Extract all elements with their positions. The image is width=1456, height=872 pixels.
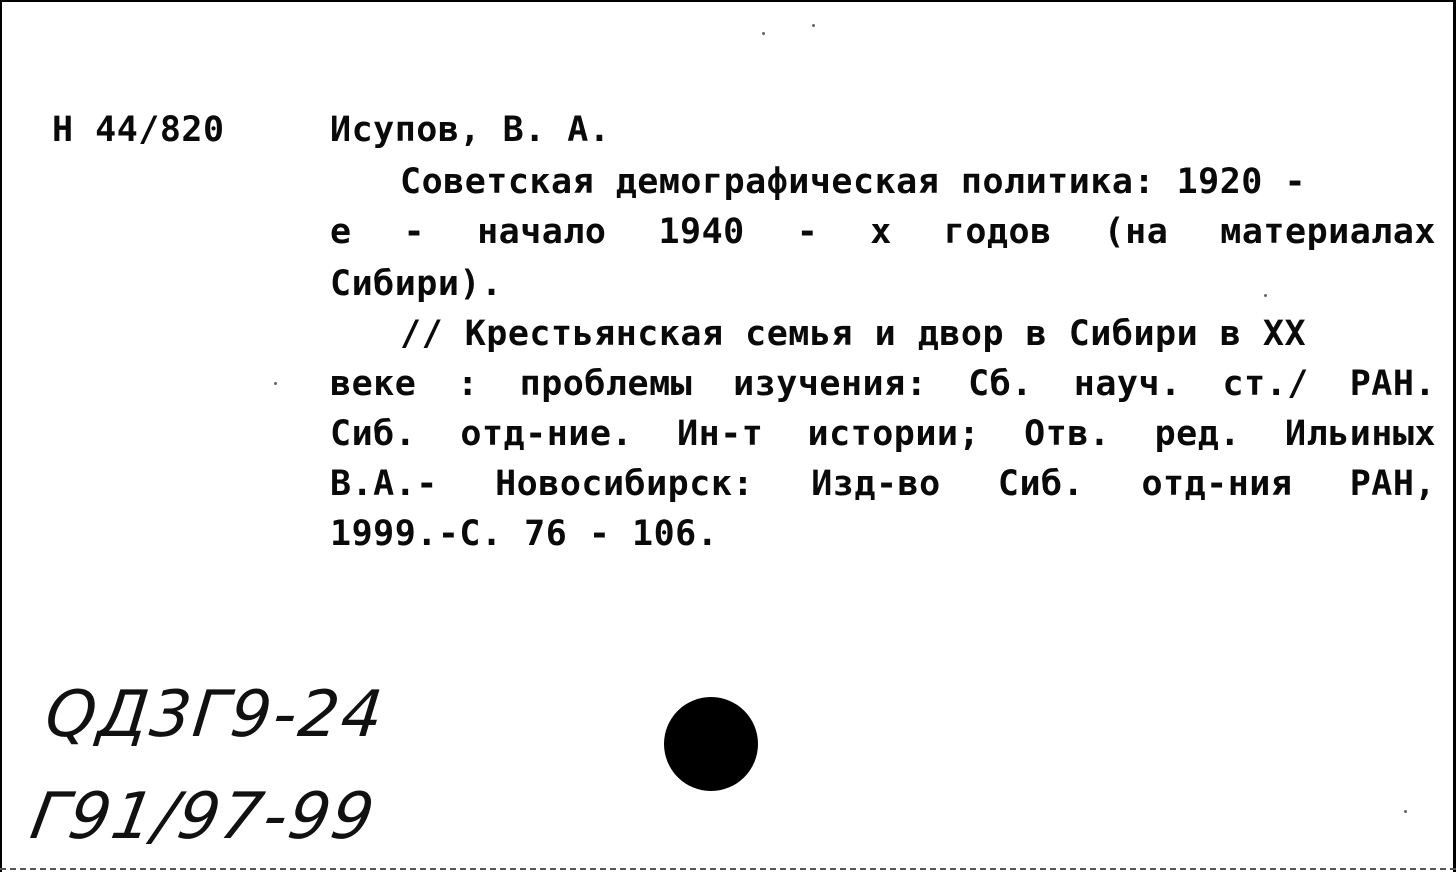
- shelfmark: Н 44/820: [52, 110, 225, 150]
- title-line-2: е - начало 1940 - х годов (на материалах: [330, 212, 1436, 252]
- author: Исупов, В. А.: [330, 110, 611, 150]
- source-line-3: Сиб. отд-ние. Ин-т истории; Отв. ред. Ильиных: [330, 414, 1436, 454]
- source-line-1: // Крестьянская семья и двор в Сибири в XX: [400, 314, 1307, 354]
- title-line-1: Советская демографическая политика: 1920 -: [400, 162, 1307, 202]
- scan-speck: [812, 24, 815, 27]
- scan-speck: [1264, 294, 1267, 297]
- source-line-2: веке : проблемы изучения: Сб. науч. ст./ РАН.: [330, 364, 1436, 404]
- scan-speck: [274, 382, 277, 385]
- card-bottom-edge: [0, 868, 1456, 870]
- handwritten-code-2: Г91/97-99: [25, 780, 382, 854]
- title-line-3: Сибири).: [330, 264, 503, 304]
- punch-hole: [664, 697, 758, 791]
- scan-speck: [1404, 810, 1407, 813]
- handwritten-code-1: QД3Г9-24: [42, 678, 388, 752]
- scan-speck: [762, 32, 765, 35]
- source-line-5: 1999.-С. 76 - 106.: [330, 514, 719, 554]
- source-line-4: В.А.- Новосибирск: Изд-во Сиб. отд-ния РАН,: [330, 464, 1436, 504]
